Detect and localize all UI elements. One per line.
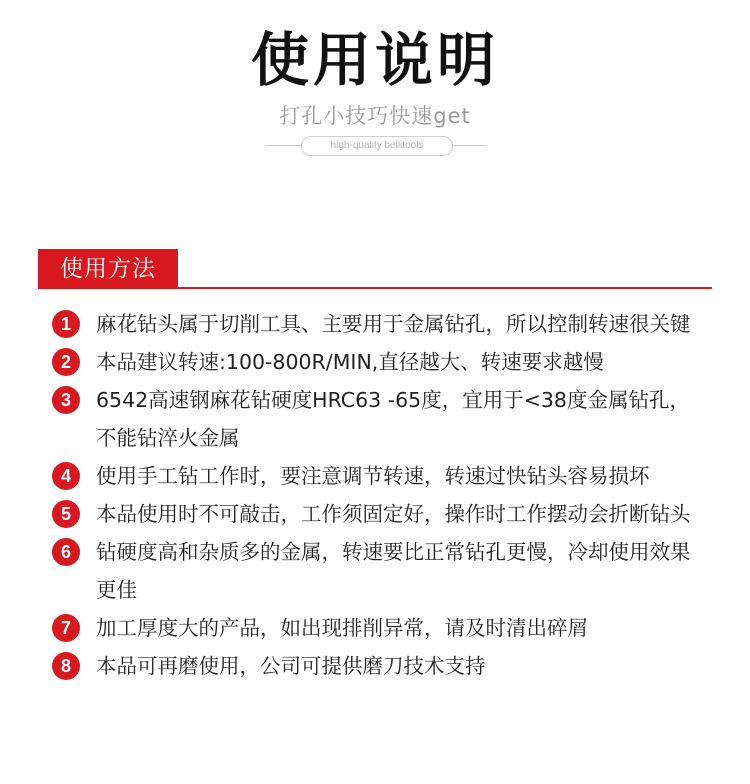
step-number-badge: 1 bbox=[52, 310, 80, 338]
instruction-text: 本品可再磨使用，公司可提供磨刀技术支持 bbox=[96, 654, 486, 678]
instruction-item bbox=[0, 495, 750, 533]
instruction-text: 钻硬度高和杂质多的金属，转速要比正常钻孔更慢，冷却使用效果更佳 bbox=[96, 540, 691, 602]
step-number-badge: 7 bbox=[52, 614, 80, 642]
section-divider bbox=[38, 287, 712, 289]
step-number-badge: 3 bbox=[52, 386, 80, 414]
step-number-badge: 8 bbox=[52, 652, 80, 680]
instruction-list bbox=[0, 305, 750, 685]
instruction-item bbox=[0, 305, 750, 343]
instruction-text: 本品使用时不可敲击，工作须固定好，操作时工作摆动会折断钻头 bbox=[96, 502, 691, 526]
step-number-badge: 4 bbox=[52, 462, 80, 490]
tagline-ornament bbox=[265, 136, 487, 156]
instruction-item bbox=[0, 647, 750, 685]
instruction-text: 使用手工钻工作时，要注意调节转速，转速过快钻头容易损坏 bbox=[96, 464, 650, 488]
page-title: 使用说明 bbox=[250, 26, 499, 94]
page-subtitle: 打孔小技巧快速get bbox=[279, 104, 471, 128]
step-number-badge: 5 bbox=[52, 500, 80, 528]
tagline-divider-right bbox=[447, 145, 487, 146]
instruction-text: 本品建议转速:100-800R/MIN,直径越大、转速要求越慢 bbox=[96, 350, 604, 374]
instruction-text: 加工厚度大的产品，如出现排削异常，请及时清出碎屑 bbox=[96, 616, 588, 640]
instruction-text: 麻花钻头属于切削工具、主要用于金属钻孔，所以控制转速很关键 bbox=[96, 312, 691, 336]
tagline-divider-left bbox=[265, 145, 305, 146]
instruction-item bbox=[0, 457, 750, 495]
instruction-text: 6542高速钢麻花钻硬度HRC63 -65度，宜用于<38度金属钻孔，不能钻淬火金属 bbox=[96, 388, 690, 450]
step-number-badge: 6 bbox=[52, 538, 80, 566]
instruction-item bbox=[0, 609, 750, 647]
instruction-item bbox=[0, 381, 750, 457]
section-heading: 使用方法 bbox=[38, 249, 178, 289]
instruction-item bbox=[0, 343, 750, 381]
instruction-item bbox=[0, 533, 750, 609]
tagline-badge: high-quality beilitools bbox=[301, 136, 453, 156]
step-number-badge: 2 bbox=[52, 348, 80, 376]
